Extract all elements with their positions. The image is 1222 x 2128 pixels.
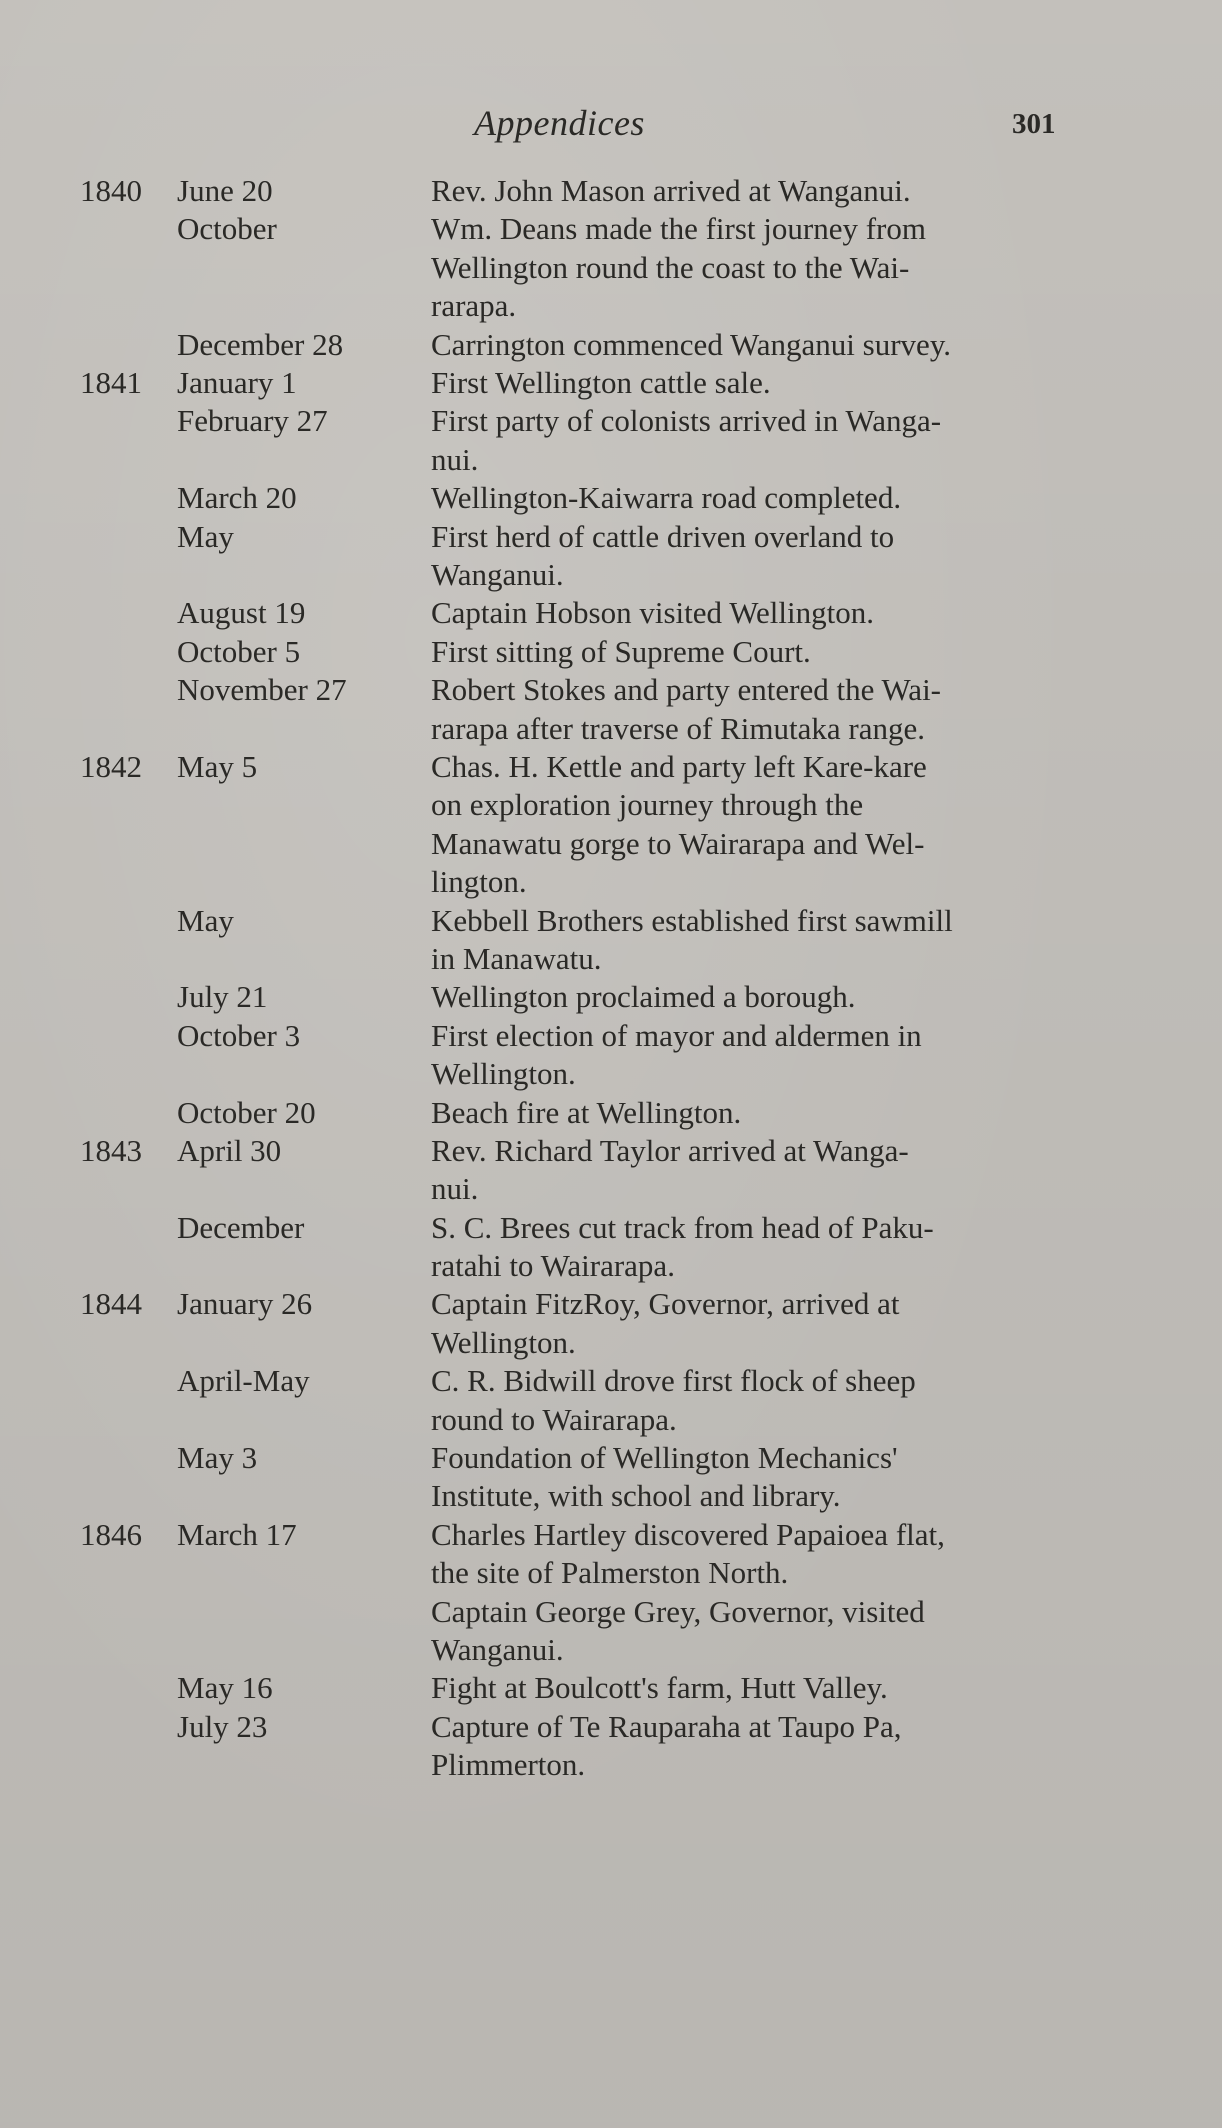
chronology-entry xyxy=(0,1669,1222,1707)
entry-date: January 1 xyxy=(177,364,297,400)
entry-event xyxy=(431,479,901,517)
entry-date: May 5 xyxy=(177,748,258,784)
chronology-entry xyxy=(0,1094,1222,1132)
event-line: Beach fire at Wellington. xyxy=(431,1094,742,1130)
chronology-entry xyxy=(0,172,1222,210)
event-line: rarapa. xyxy=(431,288,517,324)
entry-event xyxy=(431,902,953,979)
event-line: Charles Hartley discovered Papaioea flat, xyxy=(431,1516,945,1552)
chronology-entry xyxy=(0,1516,1222,1593)
chronology-entry xyxy=(0,326,1222,364)
event-line: round to Wairarapa. xyxy=(431,1401,677,1437)
running-head xyxy=(0,102,1222,152)
event-line: Wanganui. xyxy=(431,1632,564,1668)
entry-date: March 17 xyxy=(177,1516,297,1552)
entry-date: May 16 xyxy=(177,1670,273,1706)
chronology-entry xyxy=(0,518,1222,595)
entry-event xyxy=(431,748,927,902)
entry-date: June 20 xyxy=(177,173,273,208)
event-line: Institute, with school and library. xyxy=(431,1478,841,1514)
event-line: Rev. Richard Taylor arrived at Wanga- xyxy=(431,1132,909,1168)
entry-event xyxy=(431,1516,945,1593)
entry-event xyxy=(431,633,811,671)
entry-event xyxy=(431,594,874,632)
event-line: Wellington. xyxy=(431,1056,576,1092)
entry-date: October 20 xyxy=(177,1094,316,1130)
entry-date: October xyxy=(177,211,277,247)
entry-year: 1843 xyxy=(80,1132,142,1168)
page-number: 301 xyxy=(1012,108,1056,140)
chronology-entry xyxy=(0,1362,1222,1439)
entry-date: October 3 xyxy=(177,1017,301,1053)
entry-event xyxy=(431,1708,902,1785)
entry-event xyxy=(431,978,856,1016)
event-line: Kebbell Brothers established first sawmill xyxy=(431,902,953,938)
entry-event xyxy=(431,1439,898,1516)
event-line: Foundation of Wellington Mechanics' xyxy=(431,1440,898,1476)
entry-event xyxy=(431,1017,922,1094)
entry-date: January 26 xyxy=(177,1286,313,1322)
entry-date: July 21 xyxy=(177,979,268,1015)
chronology-entry xyxy=(0,594,1222,632)
chronology-entry xyxy=(0,633,1222,671)
entry-year: 1846 xyxy=(80,1516,142,1552)
event-line: First herd of cattle driven overland to xyxy=(431,518,895,554)
event-line: Wellington-Kaiwarra road completed. xyxy=(431,480,902,516)
chronology-entry xyxy=(0,1708,1222,1785)
event-line: on exploration journey through the xyxy=(431,787,864,823)
event-line: lington. xyxy=(431,864,527,900)
entry-event xyxy=(431,671,941,748)
event-line: Capture of Te Rauparaha at Taupo Pa, xyxy=(431,1708,902,1744)
chronology-entry xyxy=(0,1209,1222,1286)
entry-date: November 27 xyxy=(177,672,347,708)
entry-date: December 28 xyxy=(177,326,344,362)
entry-event xyxy=(431,1132,909,1209)
running-title: Appendices xyxy=(474,103,645,143)
chronology-entry xyxy=(0,902,1222,979)
chronology-entry xyxy=(0,1593,1222,1670)
entry-event xyxy=(431,1094,741,1132)
event-line: First party of colonists arrived in Wanga- xyxy=(431,403,942,439)
entry-date: July 23 xyxy=(177,1708,268,1744)
entry-year: 1841 xyxy=(80,364,142,400)
event-line: ratahi to Wairarapa. xyxy=(431,1248,675,1284)
chronology-entry xyxy=(0,1439,1222,1516)
chronology-entry xyxy=(0,364,1222,402)
event-line: nui. xyxy=(431,441,479,477)
event-line: Manawatu gorge to Wairarapa and Wel- xyxy=(431,825,925,861)
event-line: Carrington commenced Wanganui survey. xyxy=(431,326,952,362)
entry-date: October 5 xyxy=(177,633,301,669)
entry-event xyxy=(431,364,771,402)
event-line: S. C. Brees cut track from head of Paku- xyxy=(431,1209,934,1245)
entry-date: April 30 xyxy=(177,1132,282,1168)
entry-event xyxy=(431,1593,925,1670)
entry-event xyxy=(431,1362,916,1439)
chronology-entry xyxy=(0,1285,1222,1362)
chronology-table xyxy=(0,172,1222,1785)
event-line: Fight at Boulcott's farm, Hutt Valley. xyxy=(431,1670,888,1706)
event-line: rarapa after traverse of Rimutaka range. xyxy=(431,710,926,746)
event-line: nui. xyxy=(431,1171,479,1207)
entry-date: May xyxy=(177,518,234,554)
chronology-entry xyxy=(0,671,1222,748)
entry-event xyxy=(431,210,926,325)
entry-event xyxy=(431,518,894,595)
entry-date: March 20 xyxy=(177,480,297,516)
event-line: First sitting of Supreme Court. xyxy=(431,633,811,669)
event-line: Captain FitzRoy, Governor, arrived at xyxy=(431,1286,900,1322)
event-line: C. R. Bidwill drove first flock of sheep xyxy=(431,1363,916,1399)
event-line: Wanganui. xyxy=(431,556,564,592)
event-line: Robert Stokes and party entered the Wai- xyxy=(431,672,942,708)
chronology-entry xyxy=(0,1132,1222,1209)
entry-date: December xyxy=(177,1209,305,1245)
event-line: Wm. Deans made the first journey from xyxy=(431,211,926,247)
entry-date: May xyxy=(177,902,234,938)
chronology-entry xyxy=(0,479,1222,517)
entry-date: August 19 xyxy=(177,595,306,631)
entry-event xyxy=(431,172,911,210)
entry-event xyxy=(431,1285,900,1362)
event-line: Captain George Grey, Governor, visited xyxy=(431,1593,925,1629)
entry-event xyxy=(431,1669,888,1707)
entry-year: 1844 xyxy=(80,1286,142,1322)
event-line: Wellington round the coast to the Wai- xyxy=(431,249,910,285)
event-line: Wellington proclaimed a borough. xyxy=(431,979,856,1015)
chronology-entry xyxy=(0,978,1222,1016)
event-line: Plimmerton. xyxy=(431,1747,586,1783)
event-line: Captain Hobson visited Wellington. xyxy=(431,595,874,631)
chronology-entry xyxy=(0,210,1222,325)
event-line: in Manawatu. xyxy=(431,940,602,976)
event-line: the site of Palmerston North. xyxy=(431,1555,789,1591)
entry-date: May 3 xyxy=(177,1440,258,1476)
entry-event xyxy=(431,402,941,479)
event-line: First Wellington cattle sale. xyxy=(431,364,771,400)
event-line: Rev. John Mason arrived at Wanganui. xyxy=(431,173,911,208)
entry-event xyxy=(431,1209,934,1286)
entry-year: 1842 xyxy=(80,748,142,784)
entry-year: 1840 xyxy=(80,173,142,208)
entry-event xyxy=(431,326,951,364)
entry-date: April-May xyxy=(177,1363,310,1399)
event-line: First election of mayor and aldermen in xyxy=(431,1017,922,1053)
chronology-entry xyxy=(0,402,1222,479)
event-line: Wellington. xyxy=(431,1324,576,1360)
entry-date: February 27 xyxy=(177,403,328,439)
chronology-entry xyxy=(0,1017,1222,1094)
chronology-entry xyxy=(0,748,1222,902)
event-line: Chas. H. Kettle and party left Kare-kare xyxy=(431,748,927,784)
